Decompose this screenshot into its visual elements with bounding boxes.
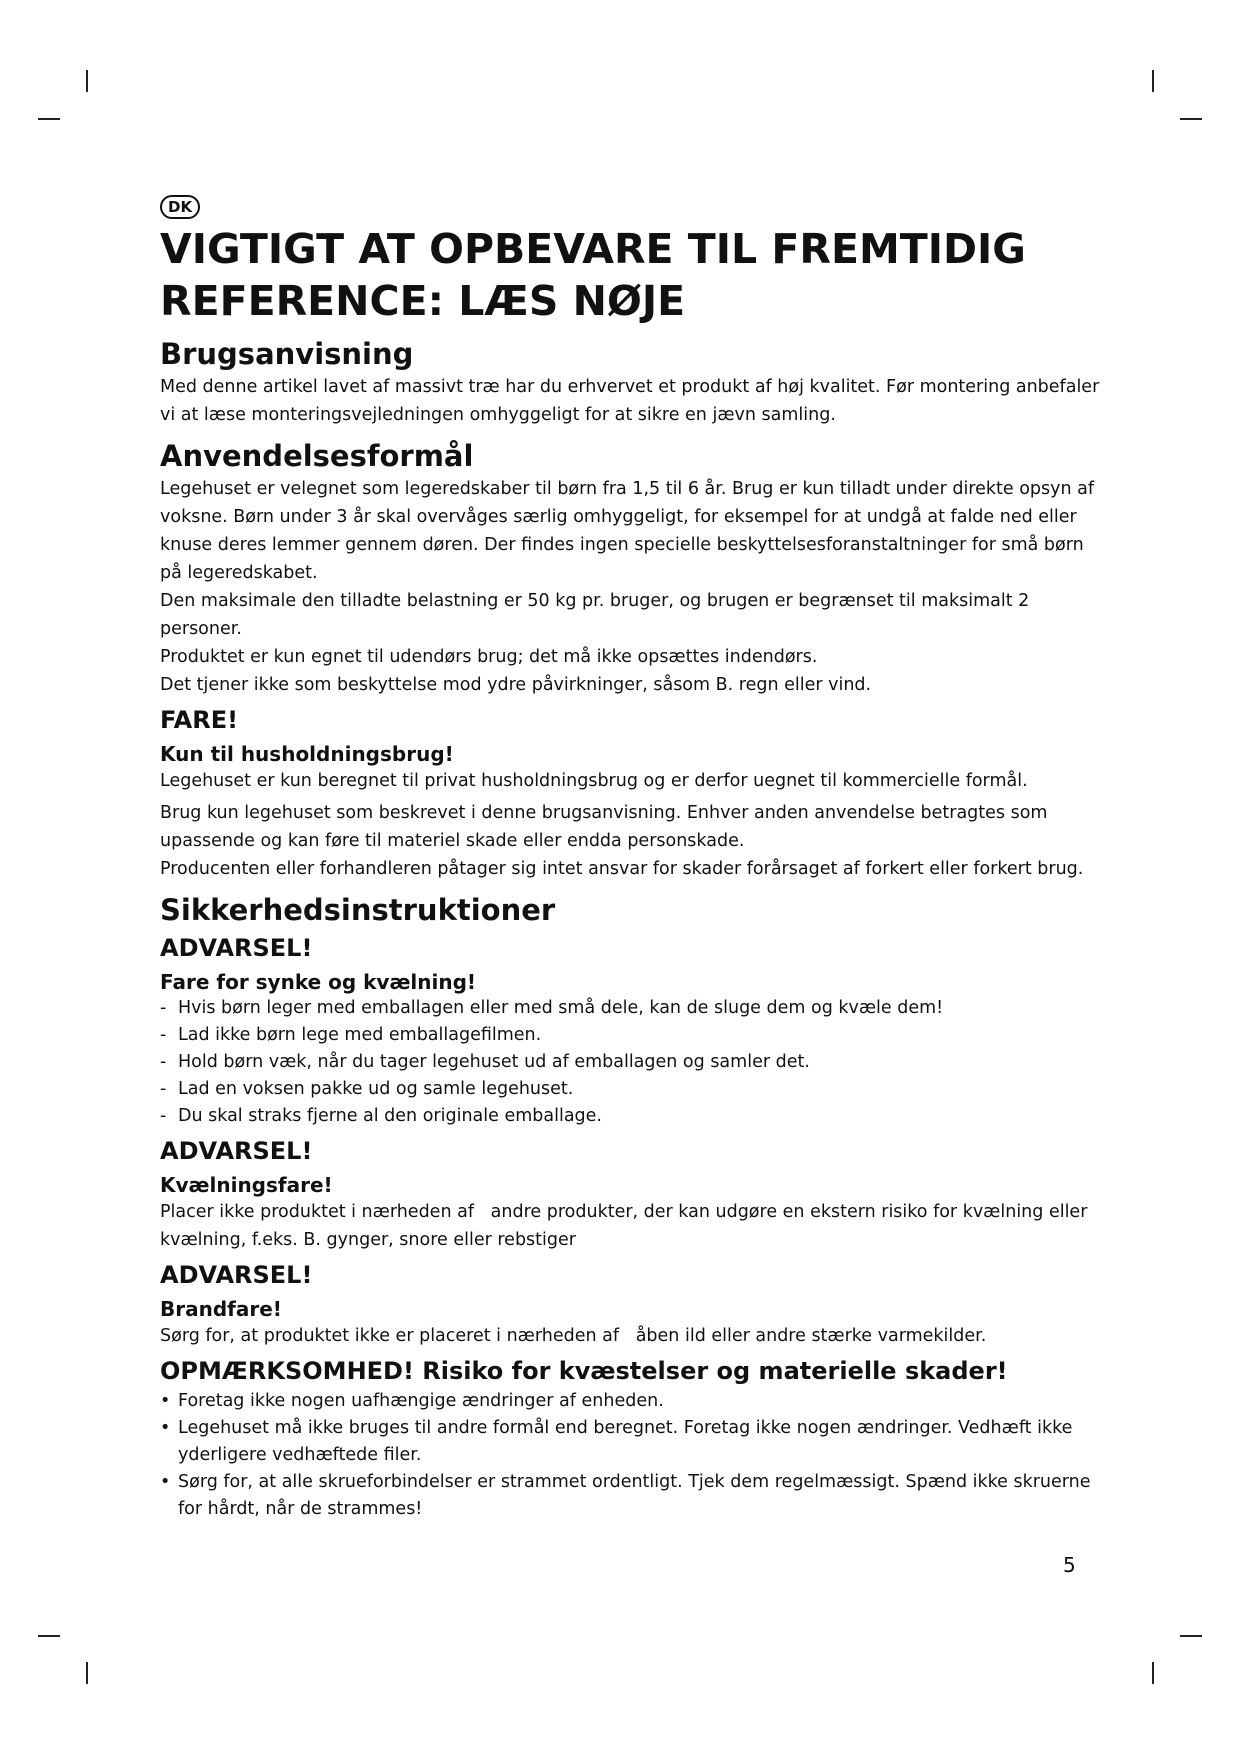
danger-paragraph-1: Legehuset er kun beregnet til privat husholdningsbrug og er derfor uegnet til kommercielle formål. bbox=[160, 771, 1028, 791]
crop-mark-top-left-horizontal bbox=[38, 118, 60, 120]
list-item bbox=[160, 1103, 1100, 1130]
list-item-text: Lad en voksen pakke ud og samle legehuset. bbox=[178, 1079, 574, 1099]
list-item bbox=[160, 1388, 1100, 1415]
purpose-section bbox=[160, 439, 1100, 699]
crop-mark-top-left-vertical bbox=[86, 70, 88, 92]
list-item-text: Du skal straks fjerne al den originale emballage. bbox=[178, 1106, 602, 1126]
dash-marker: - bbox=[160, 1079, 167, 1099]
dash-marker: - bbox=[160, 1106, 167, 1126]
purpose-heading: Anvendelsesformål bbox=[160, 439, 474, 473]
dash-marker: - bbox=[160, 1052, 167, 1072]
usage-heading: Brugsanvisning bbox=[160, 337, 414, 371]
title-line-1: VIGTIGT AT OPBEVARE TIL FREMTIDIG bbox=[160, 225, 1026, 273]
list-item bbox=[160, 1076, 1100, 1103]
danger-heading: FARE! bbox=[160, 706, 239, 734]
list-item-text: Foretag ikke nogen uafhængige ændringer af enheden. bbox=[178, 1391, 664, 1411]
list-item-text: Sørg for, at alle skrueforbindelser er strammet ordentligt. Tjek dem regelmæssigt. Spænd ikke skruerne for hårdt, når de strammes! bbox=[178, 1472, 1091, 1519]
crop-mark-top-right-horizontal bbox=[1180, 118, 1202, 120]
warning-1-heading: ADVARSEL! bbox=[160, 934, 313, 962]
usage-text: Med denne artikel lavet af massivt træ har du erhvervet et produkt af høj kvalitet. Før montering anbefaler vi at læse monteringsvejledningen omhyggeligt for at sikre en jævn samling. bbox=[160, 377, 1100, 425]
warning-3-heading: ADVARSEL! bbox=[160, 1261, 313, 1289]
page-number: 5 bbox=[1063, 1553, 1076, 1577]
list-item-text: Legehuset må ikke bruges til andre formål end beregnet. Foretag ikke nogen ændringer. Vedhæft ikke yderligere vedhæftede filer. bbox=[178, 1418, 1073, 1465]
dash-marker: - bbox=[160, 1025, 167, 1045]
bullet-marker: • bbox=[160, 1472, 171, 1492]
crop-mark-top-right-vertical bbox=[1152, 70, 1154, 92]
list-item-text: Lad ikke børn lege med emballagefilmen. bbox=[178, 1025, 542, 1045]
list-item-text: Hvis børn leger med emballagen eller med små dele, kan de sluge dem og kvæle dem! bbox=[178, 998, 944, 1018]
caution-list bbox=[160, 1388, 1100, 1523]
warning-2-subheading: Kvælningsfare! bbox=[160, 1173, 333, 1197]
list-item bbox=[160, 1415, 1100, 1469]
warning-3-subheading: Brandfare! bbox=[160, 1297, 282, 1321]
warning-3-text: Sørg for, at produktet ikke er placeret i nærheden af åben ild eller andre stærke varmekilder. bbox=[160, 1326, 987, 1346]
list-item bbox=[160, 1469, 1100, 1523]
usage-section bbox=[160, 337, 1100, 429]
crop-mark-bottom-right-horizontal bbox=[1180, 1635, 1202, 1637]
dash-marker: - bbox=[160, 998, 167, 1018]
danger-paragraph-3: Producenten eller forhandleren påtager sig intet ansvar for skader forårsaget af forkert eller forkert brug. bbox=[160, 859, 1084, 879]
crop-mark-bottom-left-vertical bbox=[86, 1662, 88, 1684]
list-item bbox=[160, 995, 1100, 1022]
caution-heading: OPMÆRKSOMHED! Risiko for kvæstelser og materielle skader! bbox=[160, 1357, 1008, 1385]
safety-section bbox=[160, 893, 1100, 1523]
purpose-paragraph-4: Det tjener ikke som beskyttelse mod ydre påvirkninger, såsom B. regn eller vind. bbox=[160, 675, 872, 695]
safety-heading: Sikkerhedsinstruktioner bbox=[160, 893, 556, 927]
page-title bbox=[160, 223, 1100, 327]
caution-block bbox=[160, 1356, 1100, 1523]
bullet-marker: • bbox=[160, 1391, 171, 1411]
purpose-paragraph-1: Legehuset er velegnet som legeredskaber til børn fra 1,5 til 6 år. Brug er kun tilladt under direkte opsyn af voksne. Børn under 3 år skal overvåges særlig omhyggeligt, for eksempel for at undgå at falde ned eller knuse deres lemmer gennem døren. Der findes ingen specielle beskyttelsesforanstaltninger for små børn på legeredskabet. bbox=[160, 479, 1095, 583]
document-page bbox=[160, 195, 1100, 1523]
warning-2-text: Placer ikke produktet i nærheden af andre produkter, der kan udgøre en ekstern risiko for kvælning eller kvælning, f.eks. B. gynger, snore eller rebstiger bbox=[160, 1202, 1093, 1250]
list-item bbox=[160, 1049, 1100, 1076]
crop-mark-bottom-left-horizontal bbox=[38, 1635, 60, 1637]
list-item bbox=[160, 1022, 1100, 1049]
warning-fire bbox=[160, 1260, 1100, 1350]
title-line-2: REFERENCE: LÆS NØJE bbox=[160, 277, 686, 325]
list-item-text: Hold børn væk, når du tager legehuset ud af emballagen og samler det. bbox=[178, 1052, 810, 1072]
warning-swallowing bbox=[160, 933, 1100, 1130]
language-badge: DK bbox=[160, 195, 200, 219]
warning-strangulation bbox=[160, 1136, 1100, 1254]
warning-1-subheading: Fare for synke og kvælning! bbox=[160, 970, 477, 994]
warning-2-heading: ADVARSEL! bbox=[160, 1137, 313, 1165]
warning-1-list bbox=[160, 995, 1100, 1130]
danger-paragraph-2: Brug kun legehuset som beskrevet i denne brugsanvisning. Enhver anden anvendelse betragtes som upassende og kan føre til materiel skade eller endda personskade. bbox=[160, 803, 1048, 851]
danger-section bbox=[160, 705, 1100, 883]
danger-subheading: Kun til husholdningsbrug! bbox=[160, 742, 454, 766]
bullet-marker: • bbox=[160, 1418, 171, 1438]
purpose-paragraph-3: Produktet er kun egnet til udendørs brug; det må ikke opsættes indendørs. bbox=[160, 647, 818, 667]
crop-mark-bottom-right-vertical bbox=[1152, 1662, 1154, 1684]
purpose-paragraph-2: Den maksimale den tilladte belastning er 50 kg pr. bruger, og brugen er begrænset til maksimalt 2 personer. bbox=[160, 591, 1030, 639]
